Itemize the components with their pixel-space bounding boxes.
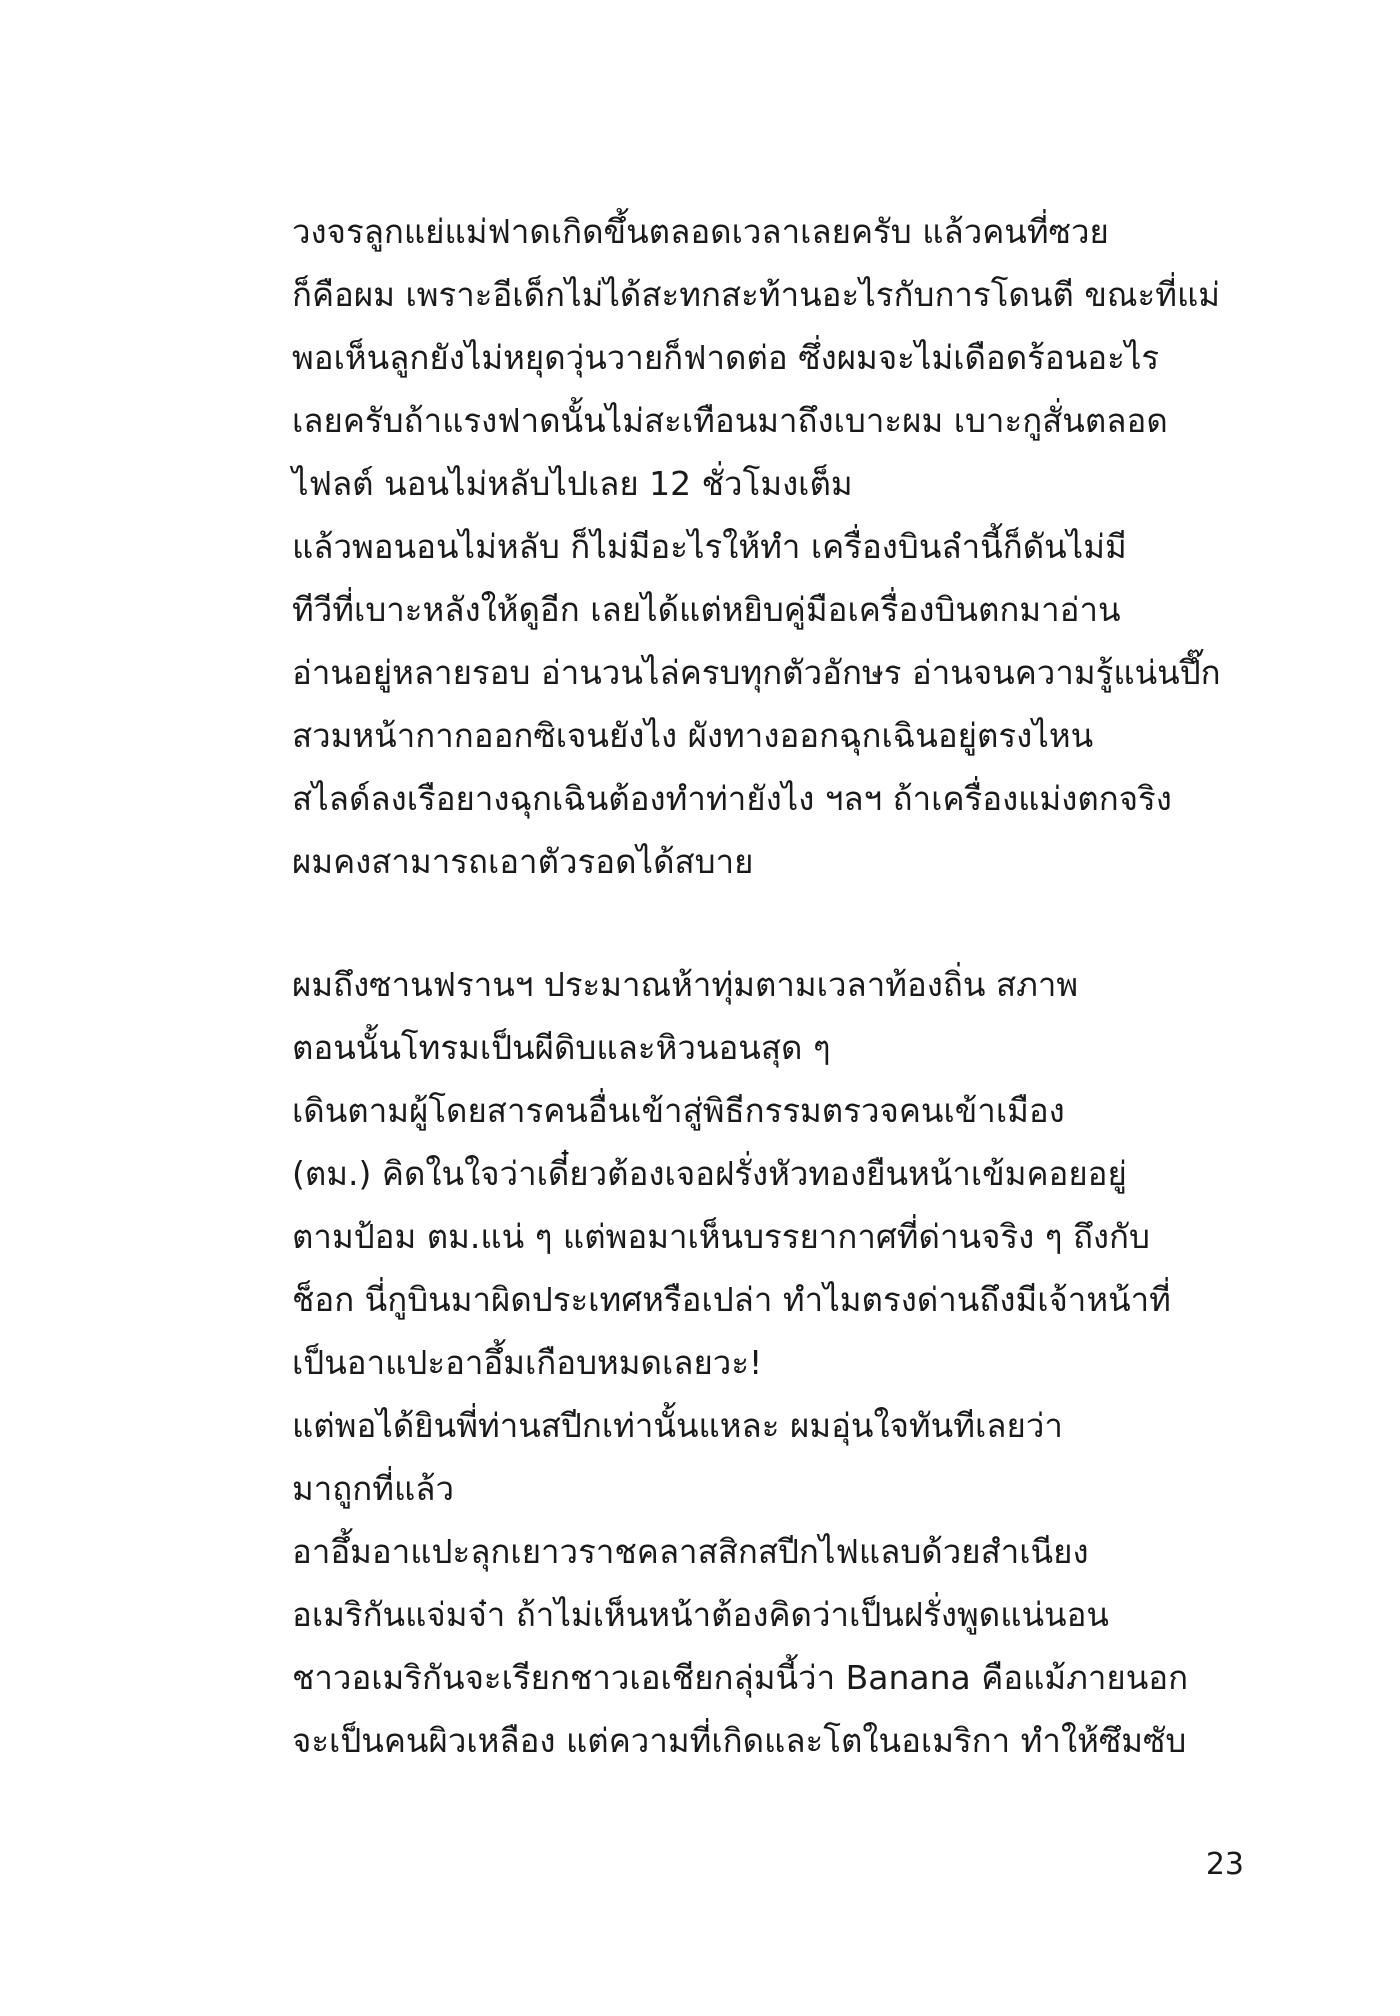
paragraph: แล้วพอนอนไม่หลับ ก็ไม่มีอะไรให้ทำ เครื่องบินลำนี้ก็ดันไม่มี ทีวีที่เบาะหลังให้ดูอีก เลยได้แต่หยิบคู่มือเครื่องบินตกมาอ่าน อ่านอยู่หลายรอบ อ่านวนไล่ครบทุกตัวอักษร อ่านจนความรู้แน่นปึ๊ก สวมหน้ากากออกซิเจนยังไง ผังทางออกฉุกเฉินอยู่ตรงไหน สไลด์ลงเรือยางฉุกเฉินต้องทำท่ายังไง ฯลฯ ถ้าเครื่องแม่งตกจริง ผมคงสามารถเอาตัวรอดได้สบาย [292,527,1221,881]
paragraph: แต่พอได้ยินพี่ท่านสปีกเท่านั้นแหละ ผมอุ่นใจทันทีเลยว่า มาถูกที่แล้ว [292,1406,1063,1508]
paragraph: ผมถึงซานฟรานฯ ประมาณห้าทุ่มตามเวลาท้องถิ่น สภาพ ตอนนั้นโทรมเป็นผีดิบและหิวนอนสุด ๆ [292,965,1079,1067]
page-number: 23 [1205,1847,1244,1882]
paragraph: วงจรลูกแย่แม่ฟาดเกิดขึ้นตลอดเวลาเลยครับ แล้วคนที่ซวย ก็คือผม เพราะอีเด็กไม่ได้สะทกสะท้านอะไรกับการโดนตี ขณะที่แม่ พอเห็นลูกยังไม่หยุดวุ่นวายก็ฟาดต่อ ซึ่งผมจะไม่เดือดร้อนอะไร เลยครับถ้าแรงฟาดนั้นไม่สะเทือนมาถึงเบาะผม เบาะกูสั่นตลอด ไฟลต์ นอนไม่หลับไปเลย 12 ชั่วโมงเต็ม [292,212,1220,503]
paragraph: เดินตามผู้โดยสารคนอื่นเข้าสู่พิธีกรรมตรวจคนเข้าเมือง (ตม.) คิดในใจว่าเดี๋ยวต้องเจอฝรั่งหัวทองยืนหน้าเข้มคอยอยู่ ตามป้อม ตม.แน่ ๆ แต่พอมาเห็นบรรยากาศที่ด่านจริง ๆ ถึงกับ ช็อก นี่กูบินมาผิดประเทศหรือเปล่า ทำไมตรงด่านถึงมีเจ้าหน้าที่ เป็นอาแปะอาอึ้มเกือบหมดเลยวะ! [292,1091,1171,1382]
body-text [292,200,1244,1772]
section-break [292,893,1244,953]
paragraph: อาอึ้มอาแปะลุกเยาวราชคลาสสิกสปีกไฟแลบด้วยสำเนียง อเมริกันแจ่มจ๋า ถ้าไม่เห็นหน้าต้องคิดว่าเป็นฝรั่งพูดแน่นอน ชาวอเมริกันจะเรียกชาวเอเชียกลุ่มนี้ว่า Banana คือแม้ภายนอก จะเป็นคนผิวเหลือง แต่ความที่เกิดและโตในอเมริกา ทำให้ซึมซับ [292,1532,1189,1760]
